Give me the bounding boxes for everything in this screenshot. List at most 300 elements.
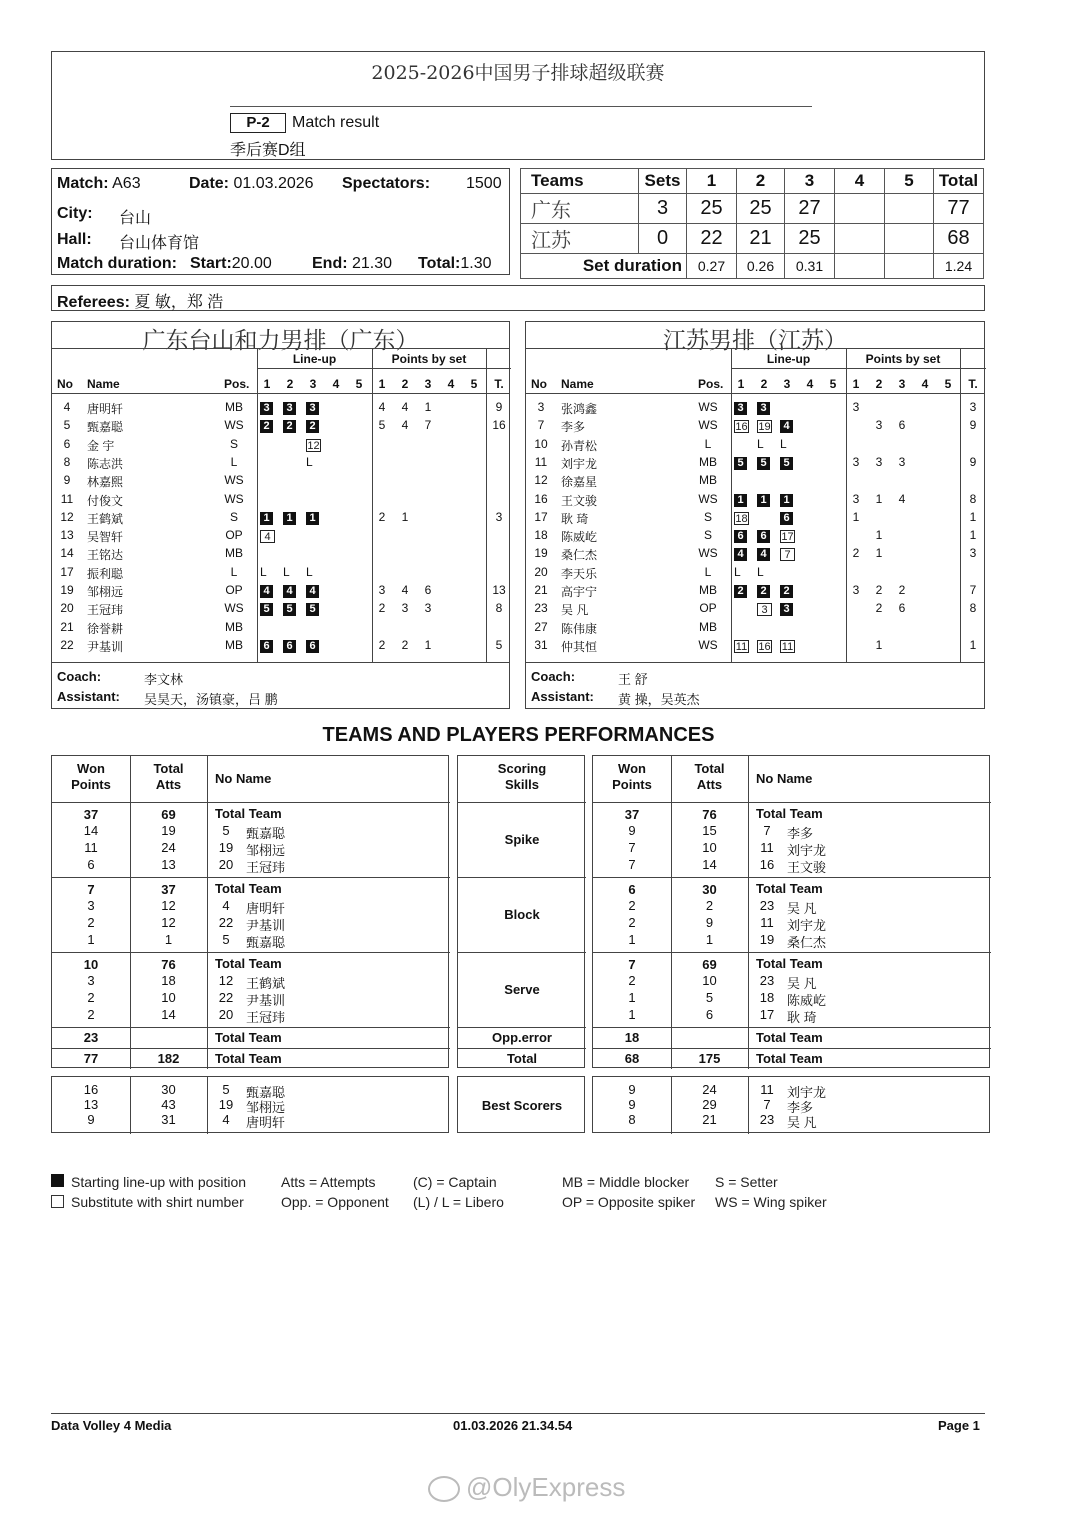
starting-position-box: 1 (780, 494, 793, 507)
player-number: 4 (63, 400, 71, 414)
coach-label: Coach: (57, 669, 102, 684)
score-set1: 25 (687, 194, 737, 224)
player-number: 7 (763, 823, 771, 838)
player-number: 23 (759, 898, 775, 913)
player-name: 李多 (561, 420, 586, 435)
points-set-1: 5 (378, 418, 386, 433)
legend-ws: WS = Wing spiker (715, 1194, 827, 1210)
points-set-1-heading: 1 (852, 377, 860, 391)
total-team-label: Total Team (215, 956, 282, 971)
player-row (52, 620, 509, 638)
starting-position-box: 2 (757, 585, 770, 598)
points-set-3: 3 (424, 601, 432, 616)
starting-position-box: 4 (306, 585, 319, 598)
pos-heading: Pos. (224, 377, 250, 391)
performance-home (51, 755, 449, 1068)
best-scorer-name: 唐明轩 (246, 1115, 286, 1130)
player-number: 5 (222, 932, 230, 947)
lineup-set-3-heading: 3 (783, 377, 791, 391)
starting-position-box: 6 (757, 530, 770, 543)
starting-position-box: 1 (757, 494, 770, 507)
set-duration-label: Set duration (521, 254, 687, 279)
footer-divider (51, 1413, 985, 1414)
points-heading: Points by set (391, 352, 467, 366)
player-number: 11 (534, 454, 548, 469)
team-won-points: 37 (624, 807, 640, 822)
points-set-1: 3 (378, 583, 386, 597)
libero-marker: L (757, 436, 764, 451)
player-total-points: 13 (492, 583, 506, 597)
player-atts: 9 (705, 915, 714, 930)
player-number: 18 (759, 990, 775, 1005)
best-scorer-name: 邹栩远 (246, 1100, 286, 1115)
player-number: 20 (218, 1007, 234, 1022)
score-header-set3: 3 (785, 169, 835, 194)
player-number: 27 (534, 619, 548, 634)
points-set-3: 4 (898, 491, 906, 506)
roster-divider (526, 348, 984, 349)
libero-marker: L (260, 564, 267, 579)
points-set-5-heading: 5 (944, 377, 952, 391)
points-set-2: 3 (875, 418, 883, 433)
points-set-5-heading: 5 (470, 377, 478, 391)
player-position: OP (225, 583, 243, 597)
starting-position-box: 2 (283, 420, 296, 433)
substitute-number-box: 17 (781, 531, 794, 544)
referees-row (57, 289, 223, 312)
weibo-icon (428, 1476, 460, 1502)
player-row (52, 418, 509, 436)
set-duration-total: 1.24 (934, 254, 984, 279)
player-total-points: 8 (969, 601, 977, 616)
substitute-number-box: 19 (758, 421, 771, 434)
player-name: 李天乐 (561, 566, 598, 581)
hall-value: 台山体育馆 (119, 235, 200, 252)
home-won-heading: Won Points (71, 761, 111, 792)
team-total-atts: 37 (161, 882, 176, 897)
player-row (526, 455, 984, 473)
score-set5 (885, 224, 934, 254)
player-row (526, 546, 984, 564)
set-duration-row (521, 254, 984, 279)
player-position: WS (698, 637, 718, 652)
best-scorer-atts: 21 (702, 1112, 717, 1127)
starting-position-box: 2 (306, 420, 319, 433)
points-set-1: 2 (378, 601, 386, 616)
points-set-2: 2 (875, 601, 883, 616)
assistant-label: Assistant: (57, 689, 120, 704)
coach-label: Coach: (531, 669, 576, 684)
player-name: 尹基训 (246, 993, 286, 1008)
player-row (526, 638, 984, 656)
player-number: 3 (537, 400, 545, 414)
stage-label: 季后赛D组 (230, 142, 306, 159)
set-duration-5 (885, 254, 934, 279)
player-number: 12 (218, 973, 234, 988)
player-number: 23 (759, 973, 775, 988)
lineup-set-1-heading: 1 (737, 377, 745, 391)
home-name-heading: No Name (215, 771, 272, 786)
team-won-points: 7 (87, 882, 95, 897)
roster-away (525, 321, 985, 709)
score-team-name: 江苏 (521, 224, 639, 254)
starting-position-box: 5 (306, 603, 319, 616)
watermark (428, 1472, 625, 1503)
score-header-set2: 2 (737, 169, 785, 194)
total-team-label: Total Team (215, 806, 282, 821)
player-name: 吴 凡 (561, 603, 589, 618)
total-divider (458, 1048, 586, 1049)
player-name: 张鸿鑫 (561, 402, 598, 416)
player-position: S (703, 528, 712, 543)
score-total: 77 (934, 194, 984, 224)
player-number: 12 (534, 473, 548, 488)
legend-setter: S = Setter (715, 1174, 778, 1190)
team-won-points: 7 (628, 957, 636, 972)
hall-label: Hall: (57, 231, 92, 248)
points-set-1: 2 (852, 546, 860, 561)
player-row (526, 492, 984, 510)
performance-skills (457, 755, 585, 1068)
home-bs-divider-atts (207, 1077, 208, 1134)
libero-marker: L (306, 454, 313, 469)
legend-sub: Substitute with shirt number (71, 1194, 244, 1210)
player-name: 王鹤斌 (246, 976, 286, 991)
away-opp-error-divider (593, 1027, 991, 1028)
player-position: S (229, 436, 238, 451)
legend-start: Starting line-up with position (71, 1174, 247, 1190)
starting-position-box: 5 (260, 603, 273, 616)
score-set3: 25 (785, 224, 835, 254)
footer-page: Page 1 (938, 1418, 980, 1433)
player-won-points: 9 (628, 823, 636, 838)
skill-name: Serve (504, 982, 540, 997)
lineup-set-4-heading: 4 (806, 377, 814, 391)
player-number: 5 (63, 418, 71, 433)
player-name: 高宇宁 (561, 585, 598, 599)
player-won-points: 2 (628, 915, 636, 930)
score-header-set4: 4 (835, 169, 885, 194)
best-scorer-points: 8 (628, 1112, 636, 1127)
starting-position-box: 3 (283, 402, 296, 415)
score-team-name: 广东 (521, 194, 639, 224)
team-won-points: 10 (83, 957, 99, 972)
player-name: 金 宇 (87, 438, 115, 453)
player-position: L (704, 436, 712, 451)
player-total-points: 8 (969, 491, 977, 506)
player-name: 陈志洪 (87, 456, 124, 471)
column-header-divider (52, 393, 509, 394)
player-name: 王文骏 (561, 493, 598, 508)
subheader-divider (731, 368, 986, 369)
player-number: 10 (534, 436, 548, 451)
points-set-1: 3 (852, 400, 860, 414)
score-set3: 27 (785, 194, 835, 224)
starting-position-box: 1 (734, 494, 747, 507)
opp-error-points: 23 (83, 1030, 99, 1045)
total-team-label: Total Team (756, 881, 823, 896)
best-scorer-name: 甄嘉聪 (246, 1085, 286, 1100)
player-position: WS (224, 473, 244, 488)
legend-atts: Atts = Attempts (281, 1174, 376, 1190)
player-position: WS (698, 400, 718, 414)
player-won-points: 11 (84, 840, 98, 855)
player-number: 14 (60, 546, 74, 561)
substitute-number-box: 16 (735, 421, 748, 434)
player-name: 王冠玮 (246, 1010, 286, 1025)
set-duration-4 (835, 254, 885, 279)
player-name: 桑仁杰 (561, 548, 598, 563)
team-total-atts: 69 (702, 957, 717, 972)
player-name: 陈威屹 (787, 993, 827, 1008)
player-atts: 6 (705, 1007, 714, 1022)
player-row (526, 583, 984, 601)
player-number: 23 (534, 601, 548, 616)
opp-error-divider (458, 1027, 586, 1028)
player-position: WS (698, 418, 718, 433)
legend-captain: (C) = Captain (413, 1174, 497, 1190)
total-team-label: Total Team (215, 1051, 282, 1066)
set-duration-1: 0.27 (687, 254, 737, 279)
set-duration-2: 0.26 (737, 254, 785, 279)
substitute-number-box: 11 (735, 640, 748, 653)
player-row (52, 565, 509, 583)
player-row (526, 473, 984, 491)
player-row (52, 437, 509, 455)
player-name: 林嘉熙 (87, 475, 124, 490)
starting-position-box: 1 (260, 512, 273, 525)
player-atts: 2 (705, 898, 714, 913)
starting-position-box: 3 (780, 603, 793, 616)
player-position: MB (699, 454, 717, 469)
points-set-3: 6 (898, 601, 906, 616)
player-number: 31 (534, 637, 548, 652)
points-set-1-heading: 1 (378, 377, 386, 391)
player-atts: 24 (161, 840, 176, 855)
player-atts: 10 (702, 840, 717, 855)
points-set-2: 1 (875, 637, 883, 652)
substitute-number-box: 18 (735, 512, 748, 525)
player-name: 徐嘉星 (561, 475, 598, 490)
best-scorer-points: 9 (628, 1082, 636, 1097)
away-atts-heading: Total Atts (694, 761, 725, 792)
points-set-4-heading: 4 (447, 377, 455, 391)
player-number: 22 (218, 915, 234, 930)
points-set-2: 1 (401, 509, 409, 524)
player-name: 甄嘉聪 (246, 935, 286, 950)
away-won-heading: Won Points (612, 761, 652, 792)
player-number: 12 (60, 509, 74, 524)
player-atts: 14 (161, 1007, 176, 1022)
player-name: 王文骏 (787, 860, 827, 875)
player-row (52, 583, 509, 601)
points-set-2: 3 (401, 601, 409, 616)
score-row-home (521, 194, 984, 224)
player-won-points: 1 (628, 1007, 636, 1022)
player-name: 王鹤斌 (87, 511, 124, 526)
points-set-3: 3 (898, 454, 906, 469)
home-header-divider (52, 802, 450, 803)
player-position: MB (225, 546, 243, 561)
player-row (526, 620, 984, 638)
team-won-points: 37 (83, 807, 99, 822)
player-name: 邹栩远 (87, 585, 124, 599)
starting-position-box: 6 (283, 640, 296, 653)
player-number: 18 (534, 528, 548, 543)
player-won-points: 6 (87, 857, 95, 872)
libero-marker: L (306, 564, 313, 579)
coach-divider (52, 662, 509, 663)
no-heading: No (57, 377, 73, 391)
best-scorer-name: 吴 凡 (787, 1115, 817, 1130)
set-duration-3: 0.31 (785, 254, 835, 279)
no-heading: No (531, 377, 547, 391)
player-won-points: 1 (87, 932, 95, 947)
substitute-number-box: 3 (757, 603, 772, 616)
skill-divider (458, 952, 586, 953)
t-heading: T. (968, 377, 978, 391)
points-set-3: 6 (898, 418, 906, 433)
match-value: A63 (112, 175, 141, 192)
points-set-2: 4 (401, 418, 409, 433)
player-position: WS (224, 418, 244, 433)
best-scorer-number: 5 (222, 1082, 230, 1097)
best-scorer-points: 16 (83, 1082, 99, 1097)
player-won-points: 1 (628, 932, 636, 947)
total-atts: 182 (157, 1051, 180, 1066)
assistant-names: 吴昊天，汤镇豪，吕 鹏 (144, 692, 278, 707)
best-scorer-number: 19 (218, 1097, 234, 1112)
player-row (52, 492, 509, 510)
start-value: 20.00 (231, 255, 272, 272)
coach-divider (526, 662, 984, 663)
assistant-label: Assistant: (531, 689, 594, 704)
skills-header-divider (458, 802, 586, 803)
starting-position-box: 6 (306, 640, 319, 653)
total-points: 68 (624, 1051, 640, 1066)
legend-op: OP = Opposite spiker (562, 1194, 696, 1210)
spectators-label: Spectators: (342, 175, 431, 192)
player-position: MB (225, 619, 243, 634)
points-set-1: 2 (378, 637, 386, 652)
best-scorer-name: 李多 (787, 1100, 814, 1115)
player-row (526, 510, 984, 528)
player-atts: 18 (161, 973, 176, 988)
player-name: 李多 (787, 826, 814, 841)
points-set-2: 1 (875, 546, 883, 561)
away-header-divider (593, 802, 991, 803)
player-number: 17 (60, 564, 74, 579)
player-position: S (703, 509, 712, 524)
player-name: 唐明轩 (87, 402, 124, 416)
score-set5 (885, 194, 934, 224)
player-row (52, 400, 509, 418)
player-atts: 10 (161, 990, 176, 1005)
team-total-atts: 76 (702, 807, 717, 822)
player-number: 21 (60, 619, 74, 634)
pos-heading: Pos. (698, 377, 724, 391)
roster-home (51, 321, 510, 709)
player-number: 20 (218, 857, 234, 872)
score-header-teams: Teams (521, 169, 639, 194)
player-row (52, 455, 509, 473)
points-set-2: 2 (875, 583, 883, 597)
libero-marker: L (757, 564, 764, 579)
score-header-row (521, 169, 984, 194)
player-atts: 12 (161, 898, 176, 913)
player-won-points: 2 (87, 990, 95, 1005)
points-heading: Points by set (865, 352, 941, 366)
player-name: 唐明轩 (246, 901, 286, 916)
player-name: 刘宇龙 (561, 456, 598, 471)
player-name: 刘宇龙 (787, 843, 827, 858)
points-set-3: 1 (424, 637, 432, 652)
player-number: 4 (222, 898, 230, 913)
player-atts: 13 (161, 857, 176, 872)
player-name: 刘宇龙 (787, 918, 827, 933)
player-number: 11 (60, 491, 74, 506)
score-sets: 0 (639, 224, 687, 254)
player-position: S (229, 509, 238, 524)
player-total-points: 3 (969, 400, 977, 414)
player-name: 邹栩远 (246, 843, 286, 858)
coach-name: 王 舒 (618, 672, 648, 687)
player-atts: 5 (705, 990, 714, 1005)
footer-software: Data Volley 4 Media (51, 1418, 172, 1433)
player-position: MB (699, 583, 717, 597)
opp-error-team-label: Total Team (756, 1030, 823, 1045)
player-number: 20 (60, 601, 74, 616)
home-skill-divider (52, 952, 450, 953)
starting-position-box: 6 (734, 530, 747, 543)
player-won-points: 2 (628, 898, 636, 913)
score-set1: 22 (687, 224, 737, 254)
player-name: 振利聪 (87, 566, 124, 581)
opp-error-team-label: Total Team (215, 1030, 282, 1045)
player-total-points: 9 (969, 454, 977, 469)
player-row (526, 565, 984, 583)
starting-position-box: 5 (283, 603, 296, 616)
points-set-1: 1 (852, 509, 860, 524)
player-won-points: 1 (628, 990, 636, 1005)
total-label: Total (506, 1051, 538, 1066)
starting-position-box: 6 (260, 640, 273, 653)
team-total-atts: 30 (702, 882, 717, 897)
player-number: 19 (759, 932, 775, 947)
total-points: 77 (83, 1051, 99, 1066)
points-set-3: 1 (424, 400, 432, 414)
player-name: 仲其恒 (561, 639, 598, 654)
away-name-heading: No Name (756, 771, 813, 786)
lineup-set-5-heading: 5 (355, 377, 363, 391)
player-atts: 15 (702, 823, 717, 838)
player-atts: 1 (705, 932, 714, 947)
player-total-points: 5 (495, 637, 503, 652)
player-name: 吴 凡 (787, 976, 817, 991)
libero-marker: L (283, 564, 290, 579)
performance-title: TEAMS AND PLAYERS PERFORMANCES (322, 724, 715, 746)
watermark-text: @OlyExpress (466, 1472, 626, 1502)
player-number: 16 (534, 491, 548, 506)
player-position: WS (224, 491, 244, 506)
player-won-points: 3 (87, 898, 95, 913)
end-label: End: (312, 255, 348, 272)
skill-name: Spike (504, 832, 540, 847)
lineup-heading: Line-up (766, 352, 811, 366)
best-scorers-label: Best Scorers (481, 1098, 563, 1113)
points-set-3: 6 (424, 583, 432, 597)
player-won-points: 3 (87, 973, 95, 988)
